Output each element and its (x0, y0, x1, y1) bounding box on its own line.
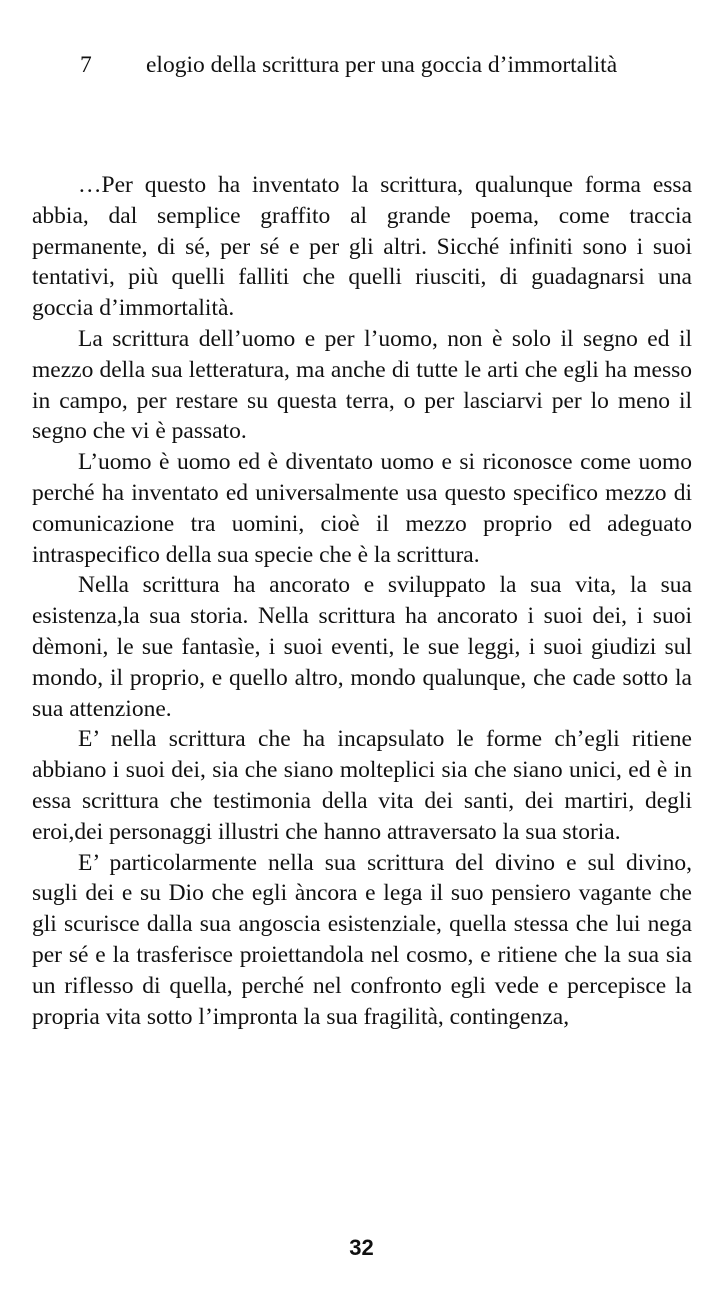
paragraph: La scrittura dell’uomo e per l’uomo, non è solo il segno ed il mezzo della sua letteratura, ma anche di tutte le arti che egli ha messo in campo, per restare su questa terra, o per lasciarvi per lo meno il segno che vi è passato. (32, 325, 692, 445)
body-text (32, 170, 692, 1032)
paragraph: L’uomo è uomo ed è diventato uomo e si riconosce come uomo perché ha inventato ed universalmente usa questo specifico mezzo di comunicazione tra uomini, cioè il mezzo proprio ed adeguato intraspecifico della sua specie che è la scrittura. (32, 449, 692, 568)
paragraph: Nella scrittura ha ancorato e sviluppato la sua vita, la sua esistenza,la sua storia. Nella scrittura ha ancorato i suoi dei, i suoi dèmoni, le sue fantasìe, i suoi eventi, le sue leggi, i suoi giudizi sul mondo, il proprio, e quello altro, mondo qualunque, che cade sotto la sua attenzione. (32, 572, 692, 722)
chapter-number: 7 (80, 52, 92, 78)
paragraph: …Per questo ha inventato la scrittura, qualunque forma essa abbia, dal semplice graffito al grande poema, come traccia permanente, di sé, per sé e per gli altri. Sicché infiniti sono i suoi tentativi, più quelli falliti che quelli riusciti, di guadagnarsi una goccia d’immortalità. (32, 172, 692, 322)
chapter-title: elogio della scrittura per una goccia d’immortalità (146, 52, 618, 78)
paragraph: E’ nella scrittura che ha incapsulato le forme ch’egli ritiene abbiano i suoi dei, sia che siano molteplici sia che siano unici, ed è in essa scrittura che testimonia della vita dei santi, dei martiri, degli eroi,dei personaggi illustri che hanno attraversato la sua storia. (32, 726, 692, 845)
page-number: 32 (349, 1235, 374, 1260)
running-header (80, 48, 693, 82)
paragraph: E’ particolarmente nella sua scrittura del divino e sul divino, sugli dei e su Dio che egli àncora e lega il suo pensiero vagante che gli scurisce dalla sua angoscia esistenziale, quella stessa che lui nega per sé e la trasferisce proiettandola nel cosmo, e ritiene che la sua sia un riflesso di quella, perché nel confronto egli vede e percepisce la propria vita sotto l’impronta la sua fragilità, contingenza, (32, 849, 692, 1030)
